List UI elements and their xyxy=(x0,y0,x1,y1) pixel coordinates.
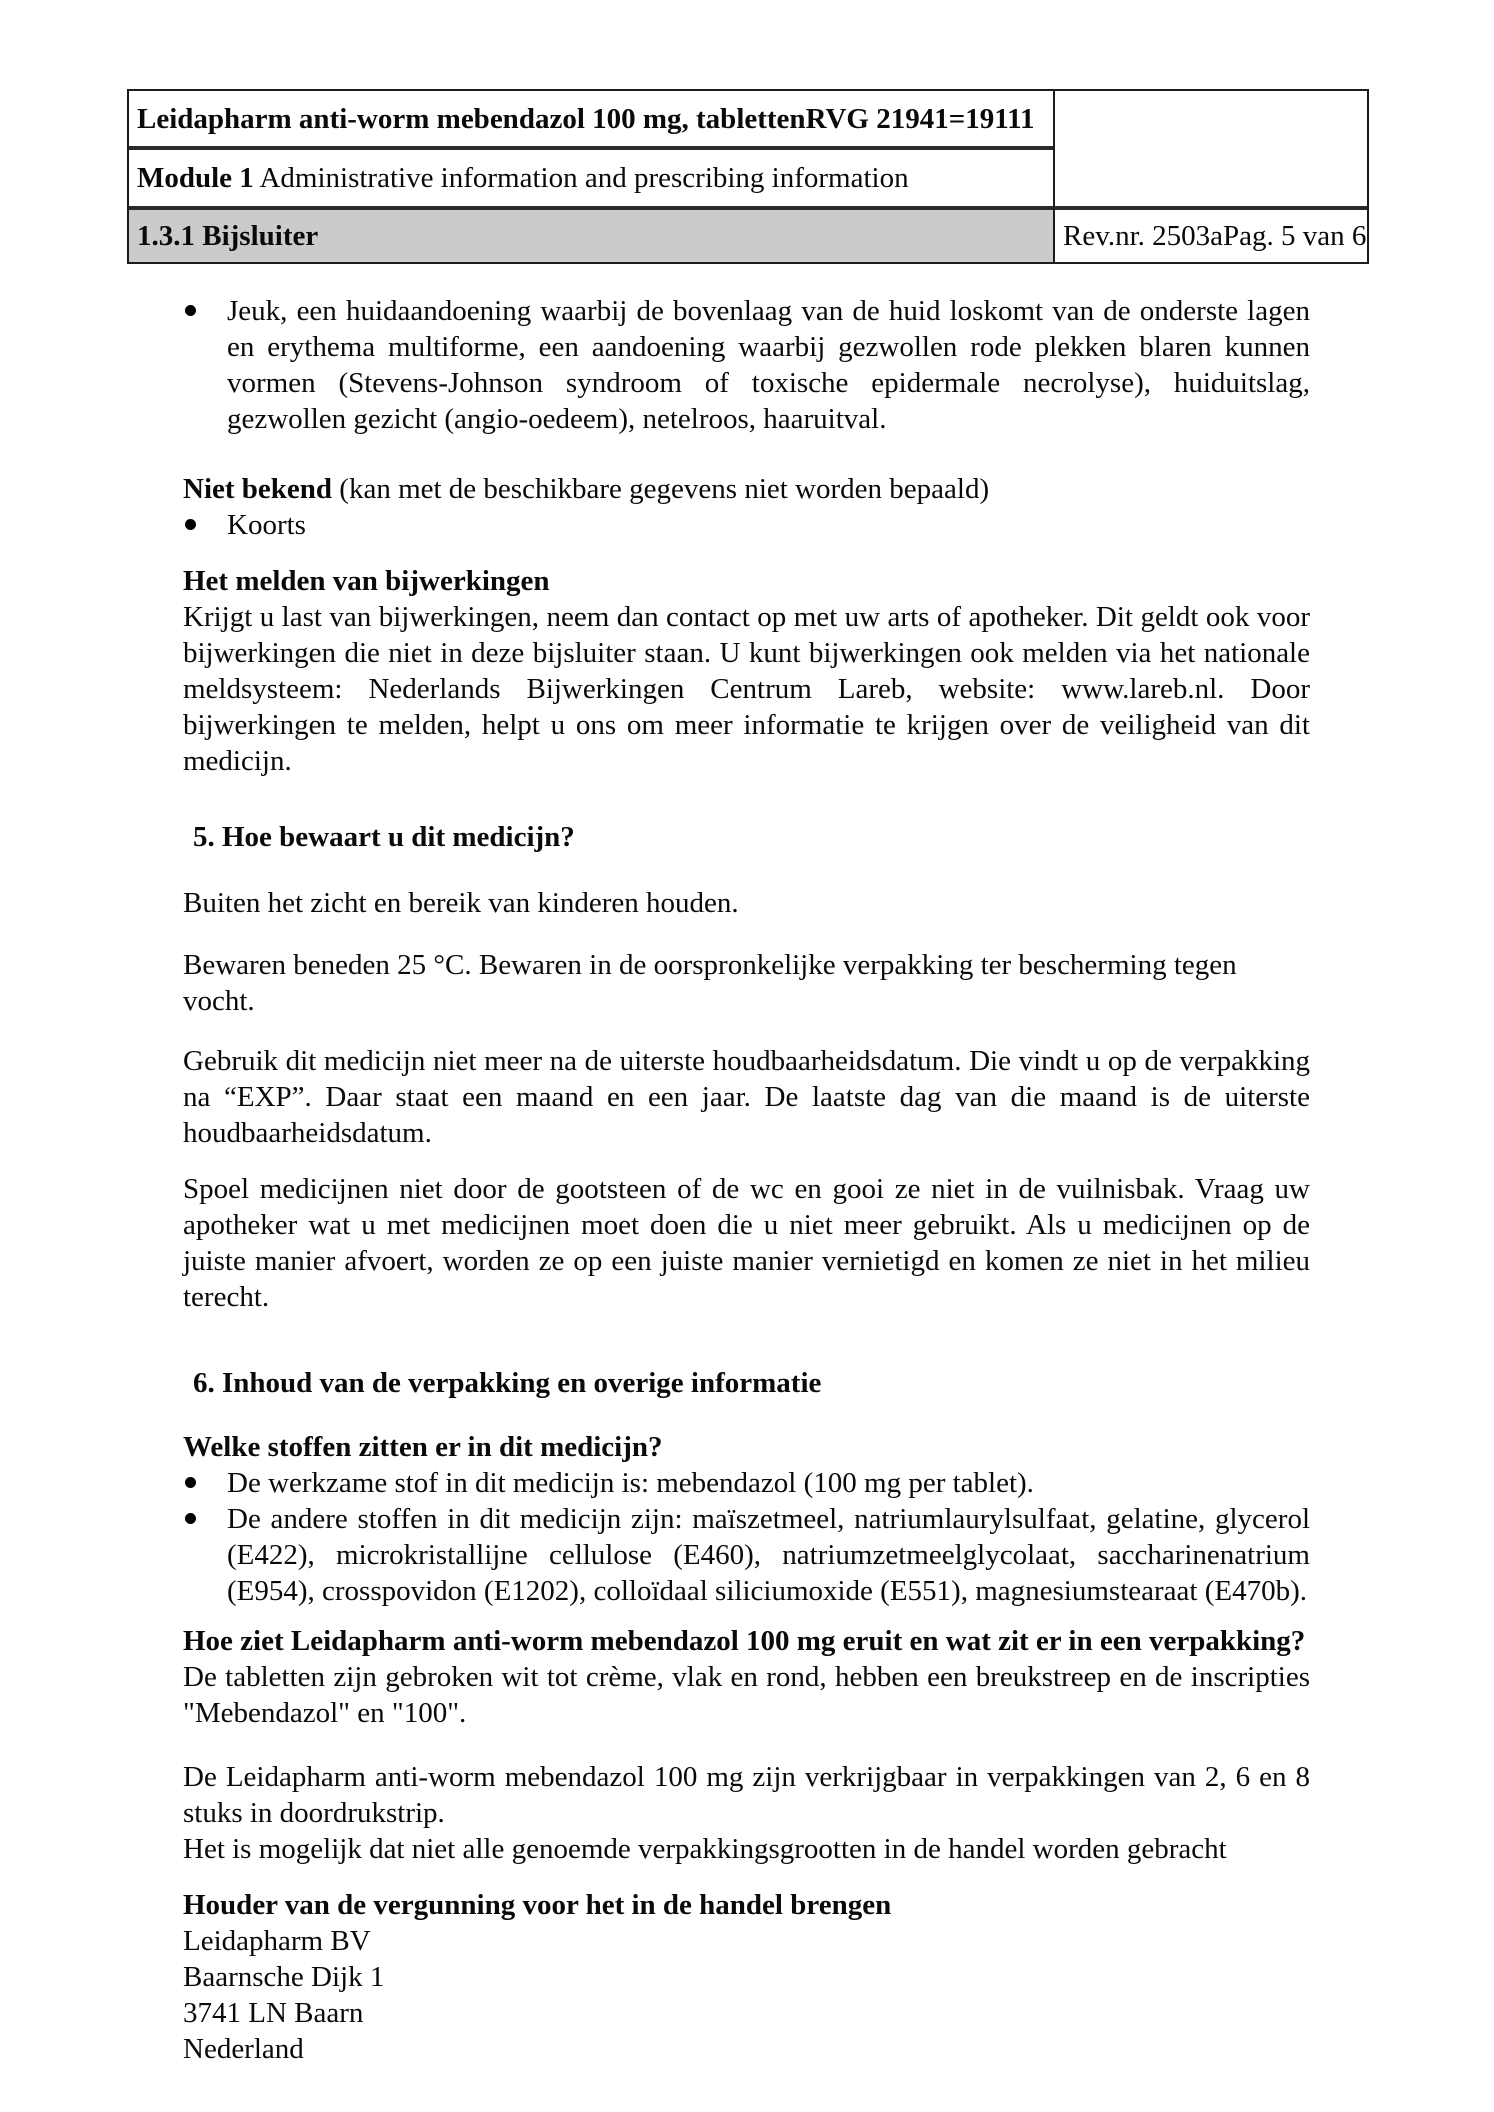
header-empty-cell xyxy=(1053,91,1367,206)
paragraph-verkrijgbaar: De Leidapharm anti-worm mebendazol 100 mg zijn verkrijgbaar in verpakkingen van 2, 6 en 8 stuks in doordrukstrip. xyxy=(183,1761,1310,1829)
niet-bekend-text: (kan met de beschikbare gegevens niet worden bepaald) xyxy=(332,473,990,505)
list-item-text: De andere stoffen in dit medicijn zijn: maïszetmeel, natriumlaurylsulfaat, gelatine, glycerol (E422), microkristallijne cellulose (E460), natriumzetmeelglycolaat, saccharinenatrium (E954), crosspovidon (E1202), colloïdaal siliciumoxide (E551), magnesiumstearaat (E470b). xyxy=(227,1503,1310,1607)
product-title: Leidapharm anti-worm mebendazol 100 mg, tabletten xyxy=(137,102,806,135)
list-item-text: Koorts xyxy=(227,509,306,541)
module-description: Administrative information and prescribing information xyxy=(253,162,909,194)
paragraph-bewaren: Bewaren beneden 25 °C. Bewaren in de oorspronkelijke verpakking ter bescherming tegen vocht. xyxy=(183,949,1237,1017)
paragraph-buiten: Buiten het zicht en bereik van kinderen houden. xyxy=(183,887,739,919)
bullet-icon xyxy=(185,1477,196,1488)
address-line-company: Leidapharm BV xyxy=(183,1925,371,1957)
list-item-andere-stoffen xyxy=(183,1501,1310,1609)
paragraph-tabletten: De tabletten zijn gebroken wit tot crème, vlak en rond, hebben een breukstreep en de inscripties "Mebendazol" en "100". xyxy=(183,1661,1310,1729)
header-row-section xyxy=(129,206,1053,262)
heading-section-5: 5. Hoe bewaart u dit medicijn? xyxy=(193,821,575,853)
list-item-koorts xyxy=(183,507,1310,543)
heading-welke-stoffen: Welke stoffen zitten er in dit medicijn? xyxy=(183,1431,663,1463)
rvg-number: RVG 21941=19111 xyxy=(805,102,1035,135)
revision-number: Rev.nr. 2503a xyxy=(1063,220,1224,252)
header-row-module xyxy=(129,146,1053,206)
heading-melden: Het melden van bijwerkingen xyxy=(183,565,550,597)
address-line-country: Nederland xyxy=(183,2033,304,2065)
niet-bekend-line xyxy=(183,471,1310,507)
list-item-jeuk xyxy=(183,293,1310,437)
document-header-table xyxy=(127,89,1369,264)
paragraph-spoel: Spoel medicijnen niet door de gootsteen of de wc en gooi ze niet in de vuilnisbak. Vraag uw apotheker wat u met medicijnen moet doen die u niet meer gebruikt. Als u medicijnen op de juiste manier afvoert, worden ze op een juiste manier vernietigd en komen ze niet in het milieu terecht. xyxy=(183,1173,1310,1313)
address-block xyxy=(183,1923,1310,2067)
bullet-icon xyxy=(185,305,196,316)
address-line-city: 3741 LN Baarn xyxy=(183,1997,364,2029)
list-item-text: Jeuk, een huidaandoening waarbij de bovenlaag van de huid loskomt van de onderste lagen en erythema multiforme, een aandoening waarbij gezwollen rode plekken blaren kunnen vormen (Stevens-Johnson syndroom of toxische epidermale necrolyse), huiduitslag, gezwollen gezicht (angio-oedeem), netelroos, haaruitval. xyxy=(227,295,1310,435)
module-label xyxy=(137,160,909,196)
paragraph-verpakkingsgrootten: Het is mogelijk dat niet alle genoemde verpakkingsgrootten in de handel worden gebracht xyxy=(183,1833,1227,1865)
list-item-werkzame-stof xyxy=(183,1465,1310,1501)
niet-bekend-label: Niet bekend xyxy=(183,473,333,505)
page-number: Pag. 5 van 6 xyxy=(1223,220,1367,252)
heading-houder-vergunning: Houder van de vergunning voor het in de handel brengen xyxy=(183,1889,892,1921)
module-number: Module 1 xyxy=(137,162,254,194)
heading-section-6: 6. Inhoud van de verpakking en overige informatie xyxy=(193,1367,822,1399)
section-label: 1.3.1 Bijsluiter xyxy=(137,220,319,252)
header-revision-cell xyxy=(1053,206,1367,262)
bullet-icon xyxy=(185,519,196,530)
list-item-text: De werkzame stof in dit medicijn is: mebendazol (100 mg per tablet). xyxy=(227,1467,1034,1499)
heading-hoe-ziet: Hoe ziet Leidapharm anti-worm mebendazol 100 mg eruit en wat zit er in een verpakking? xyxy=(183,1625,1306,1657)
paragraph-melden: Krijgt u last van bijwerkingen, neem dan contact op met uw arts of apotheker. Dit geldt ook voor bijwerkingen die niet in deze bijsluiter staan. U kunt bijwerkingen ook melden via het nationale meldsysteem: Nederlands Bijwerkingen Centrum Lareb, website: www.lareb.nl. Door bijwerkingen te melden, helpt u ons om meer informatie te krijgen over de veiligheid van dit medicijn. xyxy=(183,601,1310,777)
paragraph-gebruik: Gebruik dit medicijn niet meer na de uiterste houdbaarheidsdatum. Die vindt u op de verpakking na “EXP”. Daar staat een maand en een jaar. De laatste dag van die maand is de uiterste houdbaarheidsdatum. xyxy=(183,1045,1310,1149)
address-line-street: Baarnsche Dijk 1 xyxy=(183,1961,385,1993)
document-body xyxy=(183,293,1310,2067)
bullet-icon xyxy=(185,1513,196,1524)
header-row-product xyxy=(129,91,1053,146)
